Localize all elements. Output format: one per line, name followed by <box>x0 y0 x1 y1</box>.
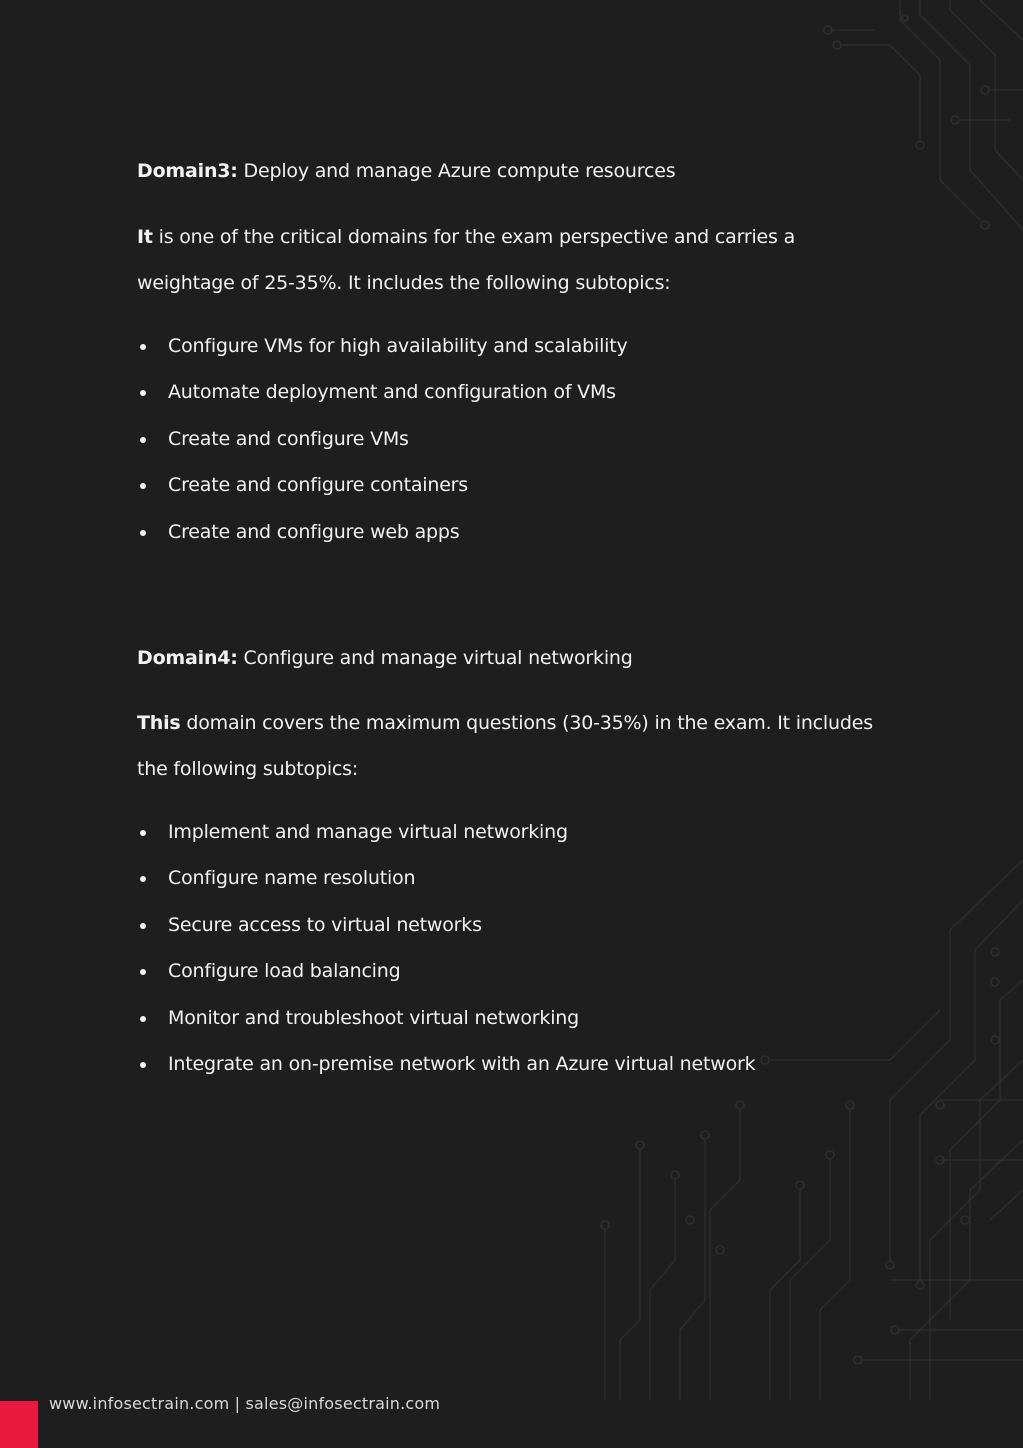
topic-text: Create and configure web apps <box>168 520 460 543</box>
domain4-intro-text: domain covers the maximum questions (30-35%) in the exam. It includes the following subtopics: <box>137 712 873 780</box>
topic-text: Automate deployment and configuration of VMs <box>168 381 616 404</box>
list-item <box>137 474 628 520</box>
domain4-label: Domain4: <box>137 647 238 669</box>
list-item <box>137 335 628 381</box>
bullet-icon <box>140 1062 146 1068</box>
topic-text: Configure VMs for high availability and scalability <box>168 335 628 357</box>
list-item <box>137 914 755 960</box>
domain3-intro-lead: It <box>137 226 153 248</box>
domain3-title: Deploy and manage Azure compute resources <box>243 160 676 182</box>
topic-text: Configure name resolution <box>168 867 416 890</box>
bullet-icon <box>140 923 146 929</box>
bullet-icon <box>140 437 146 443</box>
list-item <box>137 1007 755 1053</box>
list-item <box>137 821 755 867</box>
bullet-icon <box>140 830 146 836</box>
topic-text: Create and configure VMs <box>168 427 409 450</box>
list-item <box>137 960 755 1006</box>
domain4-intro <box>137 700 877 792</box>
topic-text: Integrate an on-premise network with an Azure virtual network <box>168 1052 756 1075</box>
list-item <box>137 867 755 913</box>
domain3-heading <box>137 160 675 182</box>
domain4-intro-lead: This <box>137 712 181 734</box>
list-item <box>137 1053 755 1099</box>
footer-accent-bar <box>0 1401 38 1448</box>
bullet-icon <box>140 876 146 882</box>
bullet-icon <box>140 1016 146 1022</box>
domain3-intro-text: is one of the critical domains for the exam perspective and carries a weightage of 25-35%. It includes the following subtopics: <box>137 226 796 294</box>
domain3-label: Domain3: <box>137 160 238 182</box>
bullet-icon <box>140 344 146 350</box>
list-item <box>137 521 628 567</box>
list-item <box>137 428 628 474</box>
domain4-topics-list <box>137 821 755 1099</box>
domain3-intro <box>137 214 877 306</box>
topic-text: Configure load balancing <box>168 960 401 983</box>
bullet-icon <box>140 483 146 489</box>
domain4-heading <box>137 647 633 669</box>
bullet-icon <box>140 530 146 536</box>
footer-contact[interactable]: www.infosectrain.com | sales@infosectrain.com <box>49 1394 441 1413</box>
bullet-icon <box>140 969 146 975</box>
bullet-icon <box>140 390 146 396</box>
domain4-title: Configure and manage virtual networking <box>243 647 633 669</box>
topic-text: Monitor and troubleshoot virtual networking <box>168 1006 579 1029</box>
topic-text: Implement and manage virtual networking <box>168 821 568 843</box>
topic-text: Create and configure containers <box>168 474 468 497</box>
topic-text: Secure access to virtual networks <box>168 913 482 936</box>
list-item <box>137 381 628 427</box>
domain3-topics-list <box>137 335 628 567</box>
